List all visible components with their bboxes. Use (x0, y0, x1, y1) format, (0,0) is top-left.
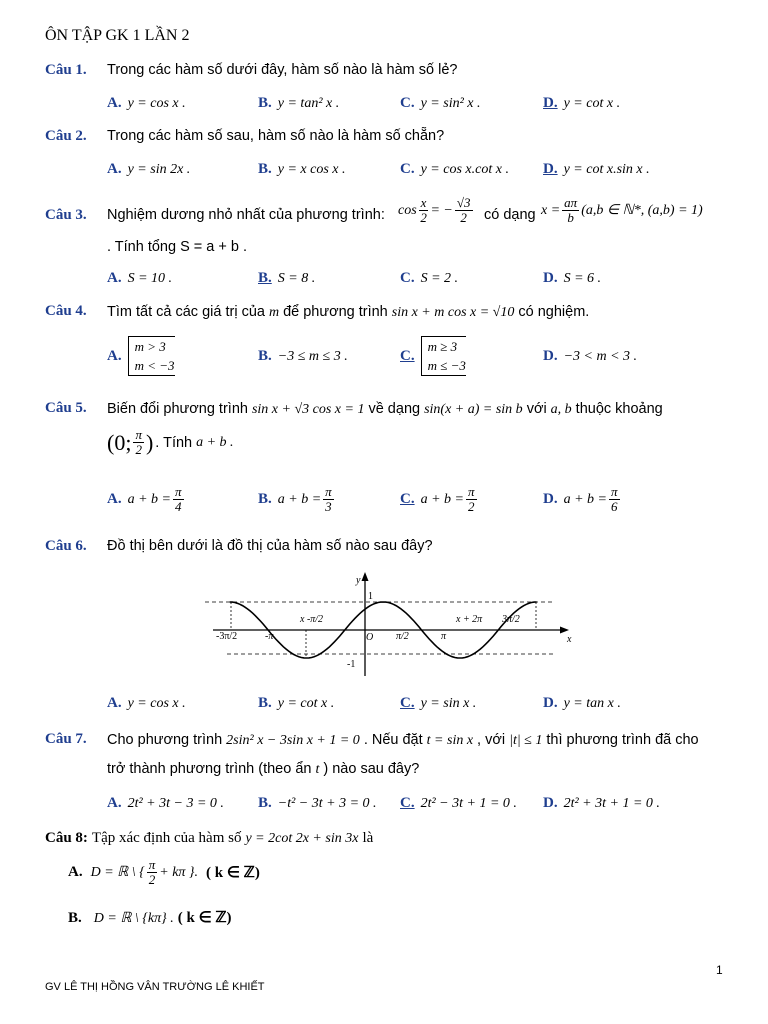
sum: a + b . (196, 434, 234, 450)
denominator: 6 (611, 499, 618, 514)
option-value: −3 < m < 3 . (563, 349, 638, 364)
q6-option-a[interactable] (107, 694, 186, 712)
option-condition: ( k ∈ ℤ) (177, 910, 232, 926)
y-label: y (356, 575, 361, 586)
tick-minus-3pi-2: -3π/2 (216, 631, 238, 642)
numerator: √3 (456, 195, 471, 210)
option-value: y = sin² x . (420, 96, 481, 111)
question-2-text: Trong các hàm số sau, hàm số nào là hàm số chẵn? (107, 128, 445, 144)
option-condition: ( k ∈ ℤ) (206, 865, 260, 881)
option-value: y = cot x . (563, 96, 621, 111)
annotation-left: x -π/2 (300, 614, 324, 625)
text-part: Biến đổi phương trình (107, 401, 248, 417)
option-letter: B. (258, 491, 272, 507)
equation: sin x + m cos x = √10 (391, 305, 515, 320)
question-4-label: Câu 4. (45, 303, 87, 319)
option-value: 2t² − 3t + 1 = 0 . (420, 796, 517, 811)
question-6-label: Câu 6. (45, 538, 87, 554)
annotation-3pi-2: 3π/2 (502, 614, 520, 625)
q8-option-a[interactable] (68, 858, 260, 887)
text-part: thuộc khoảng (575, 401, 663, 417)
interval-right: ) (145, 429, 154, 455)
vars: a, b (550, 402, 572, 417)
numerator: π (135, 427, 142, 442)
option-letter: B. (258, 695, 272, 711)
text-part: để phương trình (283, 304, 388, 320)
denominator: 4 (175, 499, 182, 514)
q6-option-c[interactable] (400, 694, 476, 712)
line: m ≤ −3 (427, 358, 466, 373)
option-value: S = 2 . (420, 271, 459, 286)
option-letter: B. (258, 95, 272, 111)
numerator: x (420, 195, 427, 210)
numerator: aπ (564, 195, 578, 210)
q5-option-b[interactable] (258, 485, 336, 514)
eq-equals: = − (430, 202, 453, 218)
text-part: trở thành phương trình (theo ẩn (107, 761, 312, 777)
option-value: 2t² + 3t + 1 = 0 . (563, 796, 660, 811)
q4-option-b[interactable] (258, 347, 348, 365)
question-3-form (541, 196, 703, 225)
annotation-right: x + 2π (456, 614, 483, 625)
option-value: S = 6 . (563, 271, 602, 286)
text-part: có nghiệm. (518, 304, 590, 320)
q2-option-c[interactable] (400, 160, 509, 178)
form-x: x = (541, 202, 561, 218)
y-axis-arrow (362, 572, 369, 581)
tick-one: 1 (368, 591, 373, 602)
page-title: ÔN TẬP GK 1 LẦN 2 (45, 27, 190, 44)
q3-option-d[interactable] (543, 269, 601, 287)
text-part: về dạng (368, 401, 421, 417)
numerator: π (148, 857, 156, 872)
text-part: Tập xác định của hàm số (91, 830, 242, 846)
tick-minus-one: -1 (347, 659, 356, 670)
q4-option-a[interactable] (107, 336, 175, 376)
equation: 2sin² x − 3sin x + 1 = 0 (226, 733, 360, 748)
q1-option-d[interactable] (543, 94, 620, 112)
option-letter: C. (400, 95, 415, 111)
option-fraction (466, 485, 477, 514)
q7-option-b[interactable] (258, 794, 377, 812)
option-letter: B. (68, 910, 82, 926)
numerator: π (611, 484, 618, 499)
option-post: + kπ }. (159, 864, 199, 880)
option-value: y = cos x . (127, 696, 186, 711)
text-part: Tìm tất cả các giá trị của (107, 304, 265, 320)
q3-option-b[interactable] (258, 269, 315, 287)
option-value: −t² − 3t + 3 = 0 . (277, 796, 377, 811)
option-pre: a + b = (420, 491, 464, 507)
question-6-text: Đồ thị bên dưới là đồ thị của hàm số nào sau đây? (107, 538, 433, 554)
question-3-line2: . Tính tổng S = a + b . (107, 239, 247, 255)
question-5-text (107, 400, 663, 418)
question-5-label: Câu 5. (45, 400, 87, 416)
q8-option-b[interactable] (68, 908, 232, 927)
option-value: D = ℝ \ {kπ} . (93, 911, 174, 926)
option-letter: A. (107, 491, 122, 507)
option-value: y = sin 2x . (127, 162, 191, 177)
question-8-label: Câu 8: (45, 830, 88, 846)
text-part: với (526, 401, 547, 417)
option-letter: A. (107, 347, 122, 364)
option-letter: A. (107, 95, 122, 111)
option-letter: A. (107, 270, 122, 286)
denominator: 2 (420, 210, 427, 225)
q5-option-c[interactable] (400, 485, 479, 514)
option-value: y = cot x . (277, 696, 335, 711)
option-pre: a + b = (127, 491, 171, 507)
var-t: t (315, 762, 320, 777)
option-letter: A. (68, 864, 83, 880)
option-letter: B. (258, 161, 272, 177)
q3-option-a[interactable] (107, 269, 172, 287)
question-3-equation (398, 196, 475, 225)
option-fraction (323, 485, 334, 514)
tick-pi: π (441, 631, 447, 642)
tick-pi-2: π/2 (396, 631, 409, 642)
numerator: π (468, 484, 475, 499)
option-letter: A. (107, 795, 122, 811)
substitution: t = sin x (426, 733, 474, 748)
option-letter: D. (543, 795, 558, 811)
q2-option-a[interactable] (107, 160, 190, 178)
option-value: y = tan² x . (277, 96, 340, 111)
equation-2: sin(x + a) = sin b (424, 402, 523, 417)
line: m > 3 (134, 339, 166, 354)
option-system (421, 336, 466, 376)
var-m: m (268, 305, 280, 320)
text-part: . Nếu đặt (363, 732, 423, 748)
option-letter: D. (543, 491, 558, 507)
q7-option-c[interactable] (400, 794, 517, 812)
q6-option-d[interactable] (543, 694, 621, 712)
option-pre: D = ℝ \ { (90, 865, 145, 880)
text-part: thì phương trình đã cho (546, 732, 699, 748)
interval-left: (0; (107, 429, 132, 455)
eq-fraction-sqrt3 (455, 196, 473, 225)
line: m ≥ 3 (427, 339, 458, 354)
option-value: y = cos x . (127, 96, 186, 111)
option-value: y = x cos x . (277, 162, 346, 177)
eq-fraction-x2 (419, 196, 429, 225)
option-value: y = sin x . (420, 696, 477, 711)
q7-option-d[interactable] (543, 794, 660, 812)
eq-cos: cos (398, 202, 417, 218)
option-letter: C. (400, 491, 415, 507)
option-value: 2t² + 3t − 3 = 0 . (127, 796, 224, 811)
page-number: 1 (716, 963, 723, 977)
form-condition: (a,b ∈ ℕ*, (a,b) = 1) (581, 203, 703, 218)
q1-option-c[interactable] (400, 94, 481, 112)
option-value: y = cot x.sin x . (563, 162, 650, 177)
numerator: π (175, 484, 182, 499)
option-value: y = cos x.cot x . (420, 162, 509, 177)
text-part: ) nào sau đây? (323, 761, 420, 777)
text-part: . Tính (155, 434, 193, 451)
q5-option-d[interactable] (543, 485, 622, 514)
equation: y = 2cot 2x + sin 3x (245, 831, 359, 846)
option-letter: C. (400, 270, 415, 286)
q3-option-c[interactable] (400, 269, 458, 287)
option-letter: B. (258, 348, 272, 364)
option-letter: C. (400, 347, 415, 364)
option-letter: C. (400, 161, 415, 177)
denominator: 2 (468, 499, 475, 514)
x-axis-arrow (560, 627, 569, 634)
question-1-text: Trong các hàm số dưới đây, hàm số nào là hàm số lẻ? (107, 62, 458, 78)
option-fraction (173, 485, 184, 514)
option-letter: C. (400, 695, 415, 711)
q4-option-d[interactable] (543, 347, 637, 365)
tick-minus-pi: -π (265, 631, 274, 642)
question-7-text (107, 731, 699, 749)
denominator: 2 (135, 442, 142, 457)
q2-option-b[interactable] (258, 160, 346, 178)
line: m < −3 (134, 358, 175, 373)
question-1-label: Câu 1. (45, 62, 87, 78)
denominator: 2 (460, 210, 467, 225)
equation-1: sin x + √3 cos x = 1 (251, 402, 365, 417)
option-value: S = 8 . (277, 271, 316, 286)
option-fraction (609, 485, 620, 514)
q1-option-b[interactable] (258, 94, 339, 112)
x-label: x (567, 634, 572, 645)
question-7-label: Câu 7. (45, 731, 87, 747)
question-4-text (107, 303, 589, 321)
text-part: Cho phương trình (107, 732, 223, 748)
option-letter: B. (258, 795, 272, 811)
option-letter: A. (107, 695, 122, 711)
option-letter: D. (543, 695, 558, 711)
text-part: , với (477, 732, 506, 748)
question-8 (45, 829, 373, 847)
option-value: S = 10 . (127, 271, 173, 286)
option-letter: A. (107, 161, 122, 177)
numerator: π (325, 484, 332, 499)
origin-label: O (366, 632, 374, 643)
option-value: −3 ≤ m ≤ 3 . (277, 349, 348, 364)
question-3-text: Nghiệm dương nhỏ nhất của phương trình: (107, 207, 385, 223)
q2-option-d[interactable] (543, 160, 650, 178)
option-letter: D. (543, 348, 558, 364)
denominator: b (567, 210, 574, 225)
question-3-label: Câu 3. (45, 207, 87, 223)
question-2-label: Câu 2. (45, 128, 87, 144)
option-letter: D. (543, 270, 558, 286)
sine-graph (205, 568, 575, 680)
option-system (128, 336, 175, 376)
form-fraction (562, 196, 579, 225)
option-fraction (147, 858, 158, 887)
denominator: 2 (148, 872, 156, 887)
text-part: là (362, 830, 374, 846)
q6-option-b[interactable] (258, 694, 334, 712)
option-letter: B. (258, 270, 272, 286)
q1-option-a[interactable] (107, 94, 186, 112)
q4-option-c[interactable] (400, 336, 466, 376)
denominator: 3 (325, 499, 332, 514)
interval-fraction (133, 428, 144, 457)
option-pre: a + b = (563, 491, 607, 507)
option-value: y = tan x . (563, 696, 621, 711)
option-pre: a + b = (277, 491, 322, 507)
option-letter: D. (543, 161, 558, 177)
option-letter: C. (400, 795, 415, 811)
question-7-line2 (107, 760, 419, 778)
q7-option-a[interactable] (107, 794, 224, 812)
question-5-line2 (107, 428, 234, 457)
question-3-form-text: có dạng (484, 207, 536, 223)
q5-option-a[interactable] (107, 485, 186, 514)
condition: |t| ≤ 1 (509, 733, 543, 748)
option-letter: D. (543, 95, 558, 111)
footer: GV LÊ THỊ HỒNG VÂN TRƯỜNG LÊ KHIẾT (45, 981, 265, 993)
